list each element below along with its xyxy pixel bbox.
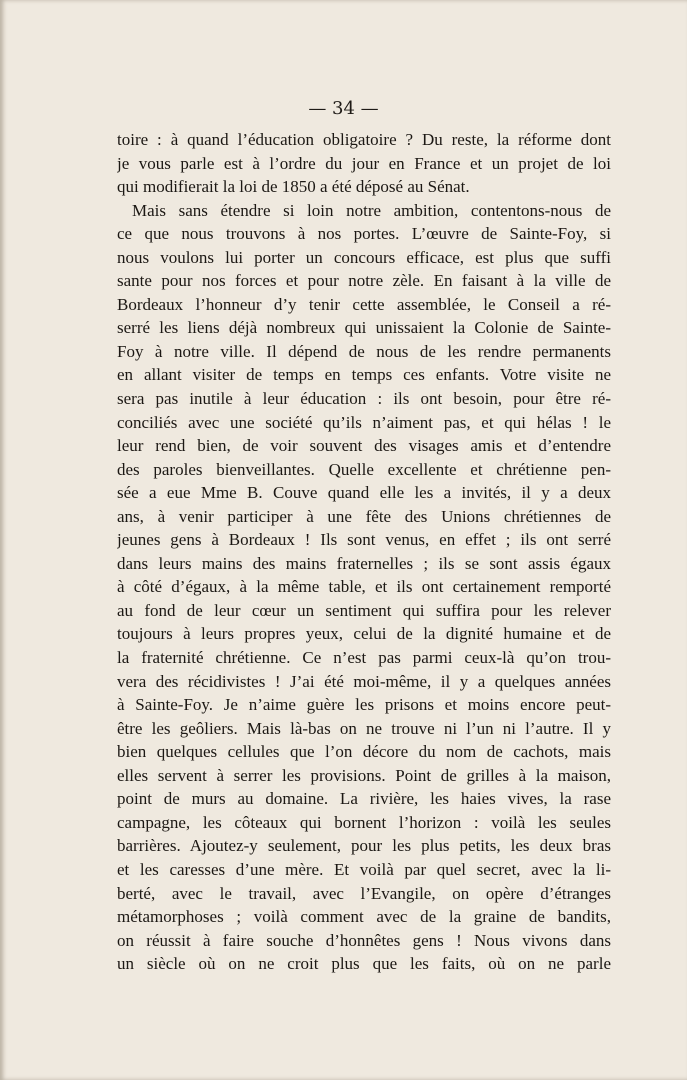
text-line: un siècle où on ne croit plus que les faits, où on ne parle — [117, 954, 611, 974]
text-line: barrières. Ajoutez-y seulement, pour les plus petits, les deux bras — [117, 836, 611, 856]
text-line: ce que nous trouvons à nos portes. L’œuvre de Sainte-Foy, si — [117, 224, 611, 244]
text-line: au fond de leur cœur un sentiment qui suffira pour les relever — [117, 600, 611, 620]
text-line: vera des récidivistes ! J’ai été moi-même, il y a quelques années — [117, 671, 611, 691]
text-line: sée a eue Mme B. Couve quand elle les a invités, il y a deux — [117, 483, 611, 503]
text-line: en allant visiter de temps en temps ces enfants. Votre visite ne — [117, 365, 611, 385]
text-line: je vous parle est à l’ordre du jour en France et un projet de loi — [117, 153, 611, 173]
text-line: qui modifierait la loi de 1850 a été déposé au Sénat. — [117, 177, 470, 197]
text-line: être les geôliers. Mais là-bas on ne trouve ni l’un ni l’autre. Il y — [117, 718, 611, 738]
text-line: à côté d’égaux, à la même table, et ils ont certainement remporté — [117, 577, 611, 597]
text-line: on réussit à faire souche d’honnêtes gens ! Nous vivons dans — [117, 930, 611, 950]
body-text — [117, 128, 611, 976]
text-line: toire : à quand l’éducation obligatoire ? Du reste, la réforme dont — [117, 130, 611, 149]
text-line: dans leurs mains des mains fraternelles ; ils se sont assis égaux — [117, 553, 611, 573]
page-number: — 34 — — [308, 98, 379, 119]
text-line: campagne, les côteaux qui bornent l’horizon : voilà les seules — [117, 812, 611, 832]
text-line: conciliés avec une société qu’ils n’aiment pas, et qui hélas ! le — [117, 412, 611, 432]
text-line: métamorphoses ; voilà comment avec de la graine de bandits, — [117, 907, 611, 927]
text-line: Mais sans étendre si loin notre ambition, contentons-nous de — [132, 200, 611, 220]
text-line: nous voulons lui porter un concours efficace, est plus que suffi — [117, 247, 611, 267]
text-line: berté, avec le travail, avec l’Evangile, on opère d’étranges — [117, 883, 611, 903]
text-line: Foy à notre ville. Il dépend de nous de les rendre permanents — [117, 341, 611, 361]
text-line: la fraternité chrétienne. Ce n’est pas parmi ceux-là qu’on trou- — [117, 648, 611, 668]
text-line: leur rend bien, de voir souvent des visages amis et d’entendre — [117, 436, 611, 456]
text-line: serré les liens déjà nombreux qui unissaient la Colonie de Sainte- — [117, 318, 611, 338]
text-line: bien quelques cellules que l’on décore du nom de cachots, mais — [117, 742, 611, 762]
text-line: sera pas inutile à leur éducation : ils ont besoin, pour être ré- — [117, 389, 611, 409]
text-line: elles servent à serrer les provisions. Point de grilles à la maison, — [117, 765, 611, 785]
text-line: à Sainte-Foy. Je n’aime guère les prisons et moins encore peut- — [117, 695, 611, 715]
text-line: sante pour nos forces et pour notre zèle. En faisant à la ville de — [117, 271, 611, 291]
text-line: ans, à venir participer à une fête des Unions chrétiennes de — [117, 506, 611, 526]
text-line: et les caresses d’une mère. Et voilà par quel secret, avec la li- — [117, 859, 611, 879]
text-line: toujours à leurs propres yeux, celui de la dignité humaine et de — [117, 624, 611, 644]
text-line: Bordeaux l’honneur d’y tenir cette assemblée, le Conseil a ré- — [117, 294, 611, 314]
text-line: point de murs au domaine. La rivière, les haies vives, la rase — [117, 789, 611, 809]
text-line: jeunes gens à Bordeaux ! Ils sont venus, en effet ; ils ont serré — [117, 530, 611, 550]
text-line: des paroles bienveillantes. Quelle excellente et chrétienne pen- — [117, 459, 611, 479]
